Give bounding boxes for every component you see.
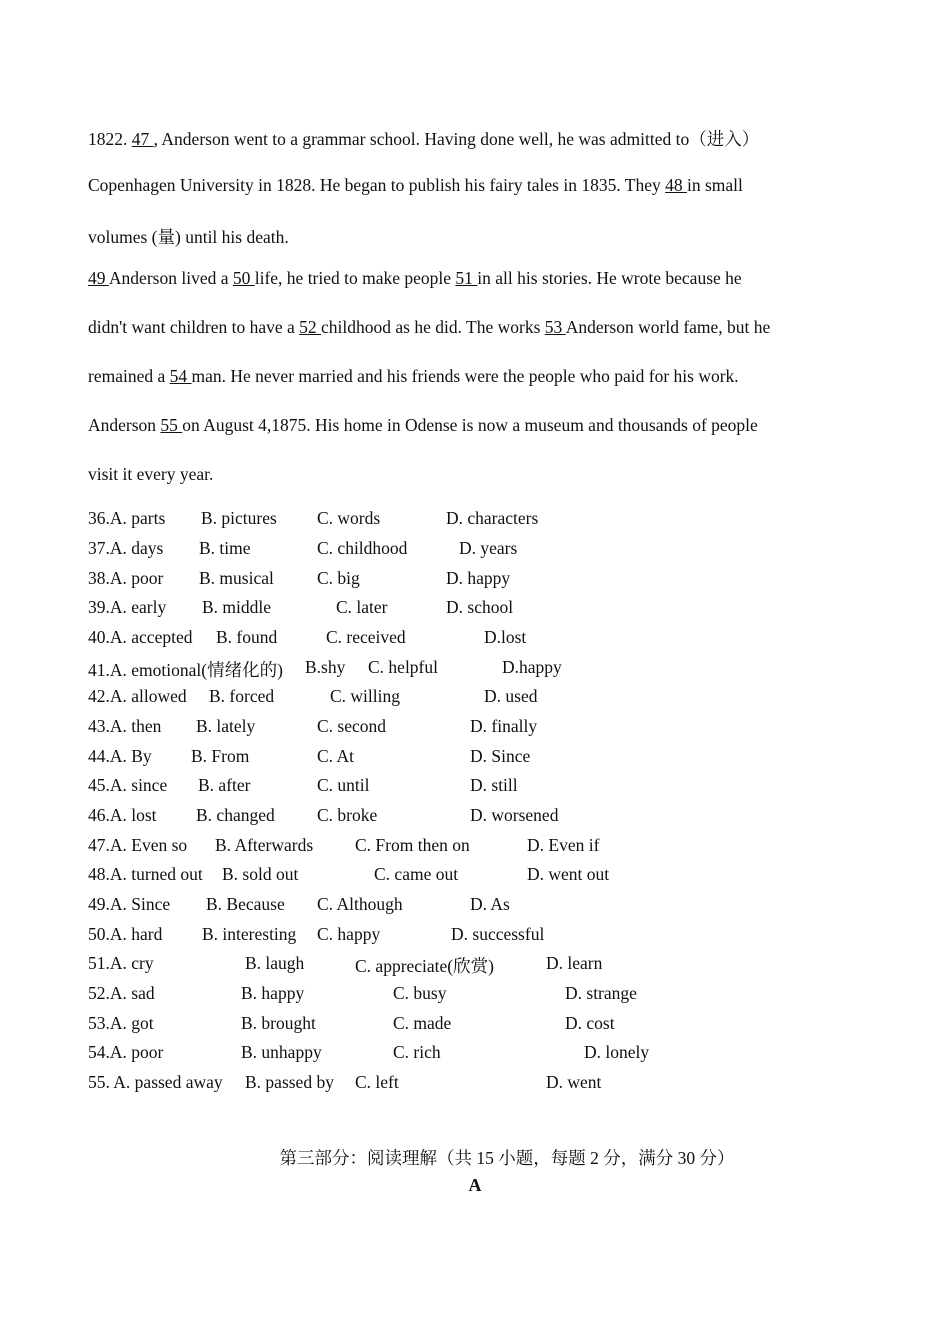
blank-51: 51 — [455, 268, 478, 288]
option-c: C. left — [355, 1072, 399, 1092]
section-letter: A — [468, 1175, 482, 1195]
option-b: B. interesting — [202, 924, 297, 944]
option-d: D. cost — [565, 1013, 615, 1033]
option-c: C. big — [317, 568, 360, 588]
option-row-39 — [88, 597, 848, 621]
option-row-52 — [88, 983, 848, 1007]
option-row-53 — [88, 1013, 848, 1037]
passage-text: 1822. — [88, 129, 132, 149]
option-c: C. broke — [317, 805, 378, 825]
option-a: 37.A. days — [88, 538, 164, 558]
option-a: 49.A. Since — [88, 894, 171, 914]
option-b: B. brought — [241, 1013, 316, 1033]
blank-53: 53 — [544, 317, 566, 337]
passage-text: life, he tried to make people — [254, 268, 456, 288]
option-b: B. Afterwards — [215, 835, 314, 855]
option-c: C. willing — [330, 686, 401, 706]
option-c: C. busy — [393, 983, 447, 1003]
option-c: C. From then on — [355, 835, 470, 855]
option-d: D. learn — [546, 953, 603, 973]
option-d: D. school — [446, 597, 514, 617]
option-b: B. unhappy — [241, 1042, 322, 1062]
option-b: B. passed by — [245, 1072, 334, 1092]
passage-text: visit it every year. — [88, 464, 214, 484]
option-d: D. years — [459, 538, 518, 558]
option-d: D. went out — [527, 864, 610, 884]
option-d: D. successful — [451, 924, 545, 944]
option-c: C. later — [336, 597, 388, 617]
option-row-51 — [88, 953, 848, 977]
passage-text: in small — [686, 175, 743, 195]
option-c: C. rich — [393, 1042, 441, 1062]
option-a: 45.A. since — [88, 775, 168, 795]
option-b: B. From — [191, 746, 250, 766]
option-a: 50.A. hard — [88, 924, 163, 944]
passage-line-6 — [88, 366, 739, 387]
passage-text: childhood as he did. The works — [321, 317, 545, 337]
option-a: 46.A. lost — [88, 805, 157, 825]
option-b: B. lately — [196, 716, 256, 736]
option-d: D. went — [546, 1072, 602, 1092]
option-c: C. received — [326, 627, 406, 647]
option-row-43 — [88, 716, 848, 740]
option-b: B. musical — [199, 568, 274, 588]
option-c: C. helpful — [368, 657, 438, 677]
blank-50: 50 — [232, 268, 255, 288]
option-row-36 — [88, 508, 848, 532]
option-a: 53.A. got — [88, 1013, 154, 1033]
passage-text: Anderson — [88, 415, 161, 435]
option-row-48 — [88, 864, 848, 888]
blank-54: 54 — [169, 366, 192, 386]
option-b: B. happy — [241, 983, 305, 1003]
passage-line-7 — [88, 415, 758, 436]
passage-line-5 — [88, 317, 770, 338]
option-row-37 — [88, 538, 848, 562]
option-row-44 — [88, 746, 848, 770]
option-row-47 — [88, 835, 848, 859]
option-b: B. changed — [196, 805, 275, 825]
option-row-49 — [88, 894, 848, 918]
option-d: D. Since — [470, 746, 531, 766]
option-a: 41.A. emotional(情绪化的) — [88, 660, 283, 680]
option-row-41 — [88, 657, 848, 681]
option-d: D. happy — [446, 568, 511, 588]
blank-48: 48 — [665, 175, 687, 195]
option-d: D.lost — [484, 627, 527, 647]
option-a: 55. A. passed away — [88, 1072, 223, 1092]
option-b: B.shy — [305, 657, 346, 677]
option-a: 51.A. cry — [88, 953, 154, 973]
blank-52: 52 — [299, 317, 322, 337]
option-a: 54.A. poor — [88, 1042, 164, 1062]
option-a: 52.A. sad — [88, 983, 155, 1003]
option-row-50 — [88, 924, 848, 948]
option-d: D. worsened — [470, 805, 559, 825]
option-d: D. still — [470, 775, 518, 795]
passage-text: Anderson lived a — [108, 268, 233, 288]
passage-text: Anderson world fame, but he — [565, 317, 771, 337]
passage-line-1 — [88, 126, 759, 151]
passage-text: remained a — [88, 366, 170, 386]
option-b: B. Because — [206, 894, 285, 914]
option-a: 38.A. poor — [88, 568, 164, 588]
blank-47: 47 — [131, 129, 154, 149]
passage-line-8 — [88, 464, 213, 485]
option-b: B. time — [199, 538, 251, 558]
option-d: D. finally — [470, 716, 538, 736]
option-a: 47.A. Even so — [88, 835, 188, 855]
option-row-40 — [88, 627, 848, 651]
option-c: C. childhood — [317, 538, 408, 558]
passage-text: volumes (量) until his death. — [88, 227, 289, 247]
passage-text: didn't want children to have a — [88, 317, 300, 337]
option-c: C. appreciate(欣赏) — [355, 956, 494, 976]
option-b: B. middle — [202, 597, 272, 617]
option-c: C. made — [393, 1013, 452, 1033]
blank-55: 55 — [160, 415, 183, 435]
passage-text: , Anderson went to a grammar school. Having done well, he was admitted to（进入） — [153, 129, 760, 149]
option-c: C. Although — [317, 894, 403, 914]
passage-text: on August 4,1875. His home in Odense is now a museum and thousands of people — [182, 415, 758, 435]
option-b: B. after — [198, 775, 251, 795]
passage-line-3 — [88, 224, 289, 249]
option-row-42 — [88, 686, 848, 710]
option-a: 48.A. turned out — [88, 864, 203, 884]
blank-49: 49 — [88, 268, 109, 288]
option-d: D. lonely — [584, 1042, 650, 1062]
option-row-38 — [88, 568, 848, 592]
passage-text: Copenhagen University in 1828. He began to publish his fairy tales in 1835. They — [88, 175, 666, 195]
passage-line-2 — [88, 175, 743, 196]
option-b: B. found — [216, 627, 278, 647]
section-title: 第三部分：阅读理解（共 15 小题，每题 2 分，满分 30 分） — [279, 1148, 735, 1168]
option-a: 42.A. allowed — [88, 686, 187, 706]
option-d: D. used — [484, 686, 538, 706]
option-b: B. pictures — [201, 508, 277, 528]
option-c: C. came out — [374, 864, 459, 884]
option-row-46 — [88, 805, 848, 829]
option-d: D. As — [470, 894, 510, 914]
option-d: D.happy — [502, 657, 562, 677]
passage-line-4 — [88, 268, 742, 289]
option-c: C. happy — [317, 924, 381, 944]
option-c: C. until — [317, 775, 370, 795]
option-b: B. laugh — [245, 953, 305, 973]
option-c: C. words — [317, 508, 381, 528]
option-a: 39.A. early — [88, 597, 167, 617]
option-a: 43.A. then — [88, 716, 162, 736]
option-d: D. strange — [565, 983, 637, 1003]
option-a: 36.A. parts — [88, 508, 166, 528]
option-d: D. characters — [446, 508, 539, 528]
option-b: B. sold out — [222, 864, 299, 884]
passage-text: man. He never married and his friends were the people who paid for his work. — [191, 366, 739, 386]
option-row-45 — [88, 775, 848, 799]
option-row-55 — [88, 1072, 848, 1096]
option-d: D. Even if — [527, 835, 600, 855]
option-c: C. second — [317, 716, 387, 736]
option-a: 44.A. By — [88, 746, 152, 766]
option-b: B. forced — [209, 686, 275, 706]
option-c: C. At — [317, 746, 354, 766]
option-row-54 — [88, 1042, 848, 1066]
passage-text: in all his stories. He wrote because he — [477, 268, 742, 288]
option-a: 40.A. accepted — [88, 627, 193, 647]
